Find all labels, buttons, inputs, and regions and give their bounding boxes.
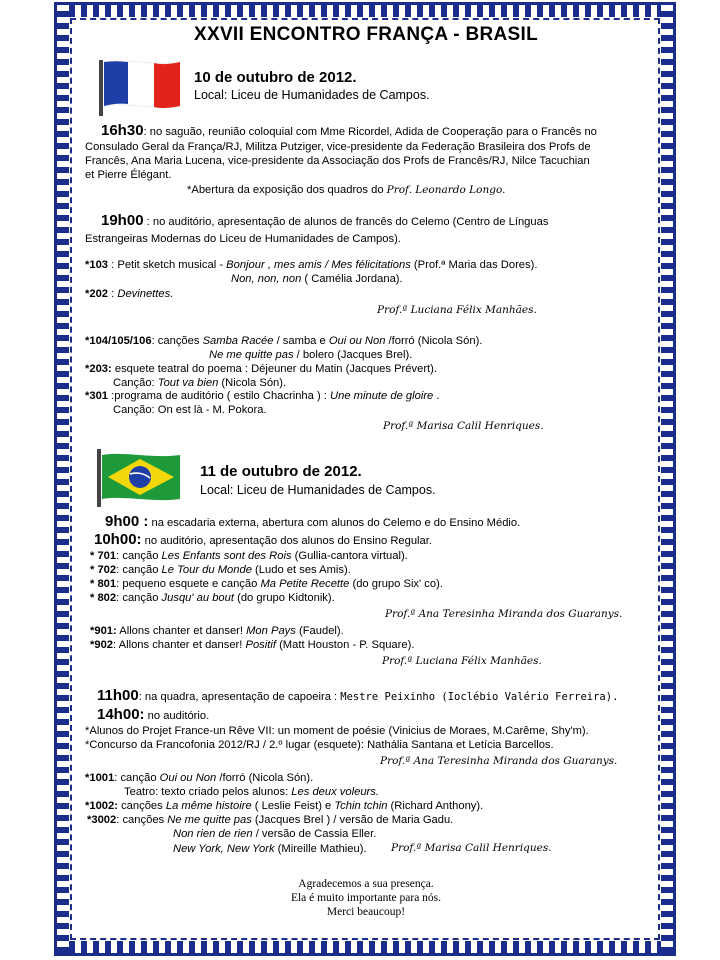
item-901: *901: Allons chanter et danser! Mon Pays (Faudel). bbox=[90, 625, 344, 637]
item-104-line2: Ne me quitte pas / bolero (Jacques Brel). bbox=[209, 349, 413, 361]
item-702: * 702: canção Le Tour du Monde (Ludo et ses Amis). bbox=[90, 564, 351, 576]
border-band-right bbox=[661, 5, 673, 953]
session-9h00: 9h00 : na escadaria externa, abertura com alunos do Celemo e do Ensino Médio. bbox=[105, 513, 521, 530]
item-104-105-106: *104/105/106: canções Samba Racée / samba e Oui ou Non /forró (Nicola Són). bbox=[85, 335, 483, 347]
closing-line-3: Merci beaucoup! bbox=[326, 906, 406, 918]
item-103-line2: Non, non, non ( Camélia Jordana). bbox=[231, 273, 403, 285]
france-flag-icon bbox=[96, 56, 182, 118]
time-14h00: 14h00: bbox=[97, 706, 145, 723]
line-concurso: *Concurso da Francofonia 2012/RJ / 2.º lugar (esquete): Nathália Santana et Letícia Barcellos. bbox=[85, 739, 554, 751]
session-10h00: 10h00: no auditório, apresentação dos alunos do Ensino Regular. bbox=[94, 531, 432, 548]
signature-ana-1: Prof.ª Ana Teresinha Miranda dos Guaranys. bbox=[385, 608, 623, 620]
time-19h00: 19h00 bbox=[101, 212, 144, 229]
session-16h30: 16h30: no saguão, reunião coloquial com Mme Ricordel, Adida de Cooperação para o Francês no bbox=[101, 122, 597, 139]
signature-ana-2: Prof.ª Ana Teresinha Miranda dos Guaranys. bbox=[380, 755, 618, 767]
day1-date: 10 de outubro de 2012. bbox=[194, 69, 357, 86]
day2-date: 11 de outubro de 2012. bbox=[200, 463, 362, 480]
document-body bbox=[80, 22, 652, 932]
item-3002-line3: New York, New York (Mireille Mathieu). bbox=[173, 843, 367, 855]
item-1002: *1002: canções La même histoire ( Leslie Feist) e Tchin tchin (Richard Anthony). bbox=[85, 800, 484, 812]
session-19h00: 19h00 : no auditório, apresentação de alunos de francês do Celemo (Centro de Línguas bbox=[101, 212, 549, 229]
session-16h30-line2: Consulado Geral da França/RJ, Militza Putziger, vice-presidente da Federação Brasileira dos Profs de bbox=[85, 141, 591, 153]
session-16h30-line4: et Pierre Élégant. bbox=[85, 169, 172, 181]
time-16h30: 16h30 bbox=[101, 122, 144, 139]
exposition-line: *Abertura da exposição dos quadros do Prof. Leonardo Longo. bbox=[187, 184, 506, 196]
closing-message bbox=[80, 877, 652, 919]
day2-location: Local: Liceu de Humanidades de Campos. bbox=[200, 483, 436, 497]
item-202: *202 : Devinettes. bbox=[85, 288, 174, 300]
item-1001: *1001: canção Oui ou Non /forró (Nicola Són). bbox=[85, 772, 314, 784]
time-10h00: 10h00: bbox=[94, 531, 142, 548]
session-16h30-line3: Francês, Ana Maria Lucena, vice-presidente da Associação dos Profs de Francês/RJ, Nilce Tacuchian bbox=[85, 155, 590, 167]
border-band-top bbox=[57, 5, 673, 17]
time-9h00: 9h00 : bbox=[105, 513, 149, 530]
item-701: * 701: canção Les Enfants sont des Rois (Gullia-cantora virtual). bbox=[90, 550, 408, 562]
signature-marisa-1: Prof.ª Marisa Calil Henriques. bbox=[383, 420, 544, 432]
signature-marisa-2: Prof.ª Marisa Calil Henriques. bbox=[391, 842, 552, 854]
item-3002: *3002: canções Ne me quitte pas (Jacques Brel ) / versão de Maria Gadu. bbox=[87, 814, 454, 826]
day1-location: Local: Liceu de Humanidades de Campos. bbox=[194, 88, 430, 102]
session-19h00-line2: Estrangeiras Modernas do Liceu de Humanidades de Campos). bbox=[85, 233, 401, 245]
item-203: *203: esquete teatral do poema : Déjeuner du Matin (Jacques Prévert). bbox=[85, 363, 437, 375]
border-band-bottom bbox=[57, 941, 673, 953]
brazil-flag-icon bbox=[94, 447, 184, 509]
signature-luciana-2: Prof.ª Luciana Félix Manhães. bbox=[382, 655, 542, 667]
border-band-left bbox=[57, 5, 69, 953]
item-103: *103 : Petit sketch musical - Bonjour , mes amis / Mes félicitations (Prof.ª Maria das Dores). bbox=[85, 259, 538, 271]
item-1001-line2: Teatro: texto criado pelos alunos: Les deux voleurs. bbox=[124, 786, 379, 798]
time-11h00: 11h00 bbox=[97, 687, 139, 704]
item-301: *301 :programa de auditório ( estilo Chacrinha ) : Une minute de gloire . bbox=[85, 390, 440, 402]
item-802: * 802: canção Jusqu' au bout (do grupo Kidtonik). bbox=[90, 592, 335, 604]
page-title: XXVII ENCONTRO FRANÇA - BRASIL bbox=[194, 24, 538, 45]
item-301-line2: Canção: On est là - M. Pokora. bbox=[113, 404, 267, 416]
line-alunos-projet: *Alunos do Projet France-un Rêve VII: un moment de poésie (Vinicius de Moraes, M.Carême, Shy'm). bbox=[85, 725, 589, 737]
item-3002-line2: Non rien de rien / versão de Cassia Eller. bbox=[173, 828, 377, 840]
closing-line-2: Ela é muito importante para nós. bbox=[290, 892, 442, 904]
item-902: *902: Allons chanter et danser! Positif (Matt Houston - P. Square). bbox=[90, 639, 415, 651]
session-11h00: 11h00: na quadra, apresentação de capoeira : Mestre Peixinho (Ioclébio Valério Ferreira). bbox=[97, 687, 619, 704]
item-801: * 801: pequeno esquete e canção Ma Petite Recette (do grupo Six' co). bbox=[90, 578, 443, 590]
closing-line-1: Agradecemos a sua presença. bbox=[298, 878, 434, 890]
item-203-line2: Canção: Tout va bien (Nicola Són). bbox=[113, 377, 287, 389]
session-14h00: 14h00: no auditório. bbox=[97, 706, 210, 723]
signature-luciana-1: Prof.ª Luciana Félix Manhães. bbox=[377, 304, 537, 316]
